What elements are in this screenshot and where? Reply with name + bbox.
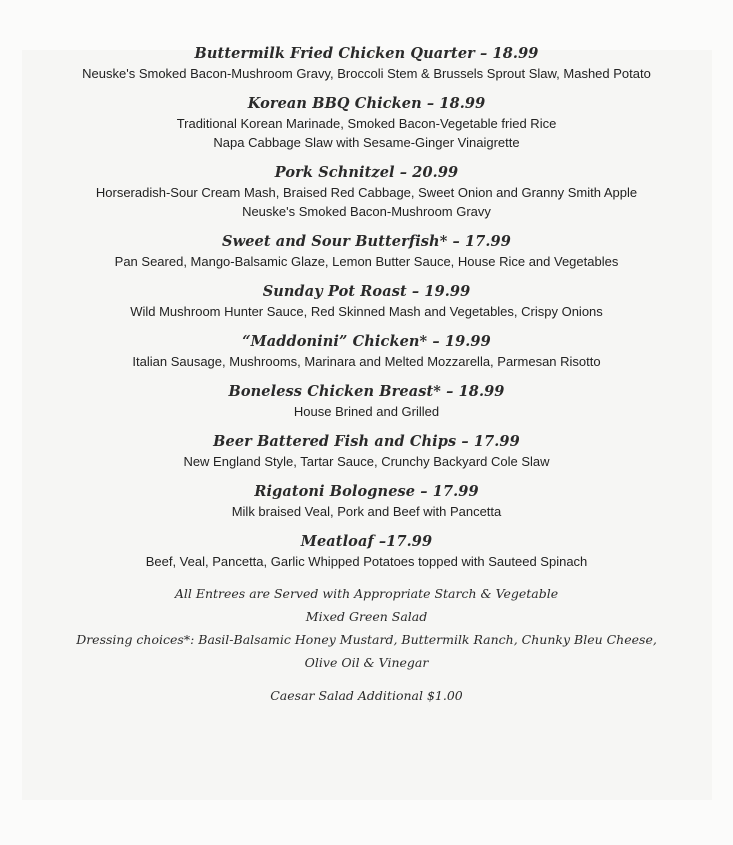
- dressing-choices-line-1: Dressing choices*: Basil-Balsamic Honey Mustard, Buttermilk Ranch, Chunky Bleu Cheese,: [76, 632, 657, 647]
- menu-item-sunday-pot-roast: [0, 282, 733, 321]
- item-description: New England Style, Tartar Sauce, Crunchy Backyard Cole Slaw: [183, 454, 550, 469]
- menu-content: [0, 44, 733, 707]
- menu-item-fish-and-chips: [0, 432, 733, 471]
- item-description: Napa Cabbage Slaw with Sesame-Ginger Vinaigrette: [213, 135, 520, 150]
- dressing-choices-line-2: Olive Oil & Vinegar: [304, 655, 429, 670]
- caesar-salad-note: Caesar Salad Additional $1.00: [270, 688, 463, 703]
- item-description: Pan Seared, Mango-Balsamic Glaze, Lemon Butter Sauce, House Rice and Vegetables: [114, 254, 619, 269]
- served-with-note: All Entrees are Served with Appropriate Starch & Vegetable: [174, 586, 559, 601]
- item-description: House Brined and Grilled: [293, 404, 440, 419]
- menu-notes: [0, 582, 733, 707]
- item-title: Korean BBQ Chicken – 18.99: [247, 95, 486, 112]
- menu-item-meatloaf: [0, 532, 733, 571]
- item-title: Sunday Pot Roast – 19.99: [262, 283, 471, 300]
- item-title: Pork Schnitzel – 20.99: [274, 164, 459, 181]
- menu-item-maddonini-chicken: [0, 332, 733, 371]
- item-title: Buttermilk Fried Chicken Quarter – 18.99: [194, 45, 539, 62]
- menu-item-pork-schnitzel: [0, 163, 733, 221]
- menu-item-korean-bbq-chicken: [0, 94, 733, 152]
- item-description: Traditional Korean Marinade, Smoked Bacon-Vegetable fried Rice: [176, 116, 557, 131]
- item-description: Italian Sausage, Mushrooms, Marinara and Melted Mozzarella, Parmesan Risotto: [132, 354, 601, 369]
- item-title: Beer Battered Fish and Chips – 17.99: [213, 433, 520, 450]
- salad-note: Mixed Green Salad: [305, 609, 428, 624]
- item-description: Horseradish-Sour Cream Mash, Braised Red Cabbage, Sweet Onion and Granny Smith Apple: [95, 185, 638, 200]
- item-description: Wild Mushroom Hunter Sauce, Red Skinned Mash and Vegetables, Crispy Onions: [130, 304, 603, 319]
- menu-item-sweet-sour-butterfish: [0, 232, 733, 271]
- menu-item-rigatoni-bolognese: [0, 482, 733, 521]
- item-description: Milk braised Veal, Pork and Beef with Pancetta: [231, 504, 502, 519]
- item-description: Neuske's Smoked Bacon-Mushroom Gravy: [242, 204, 491, 219]
- item-title: “Maddonini” Chicken* – 19.99: [242, 333, 491, 350]
- item-title: Sweet and Sour Butterfish* – 17.99: [222, 233, 511, 250]
- item-title: Rigatoni Bolognese – 17.99: [254, 483, 479, 500]
- item-description: Neuske's Smoked Bacon-Mushroom Gravy, Broccoli Stem & Brussels Sprout Slaw, Mashed Potato: [82, 66, 651, 81]
- menu-item-buttermilk-fried-chicken: [0, 44, 733, 83]
- item-title: Boneless Chicken Breast* – 18.99: [228, 383, 505, 400]
- menu-item-boneless-chicken-breast: [0, 382, 733, 421]
- item-description: Beef, Veal, Pancetta, Garlic Whipped Potatoes topped with Sauteed Spinach: [145, 554, 588, 569]
- item-title: Meatloaf –17.99: [300, 533, 433, 550]
